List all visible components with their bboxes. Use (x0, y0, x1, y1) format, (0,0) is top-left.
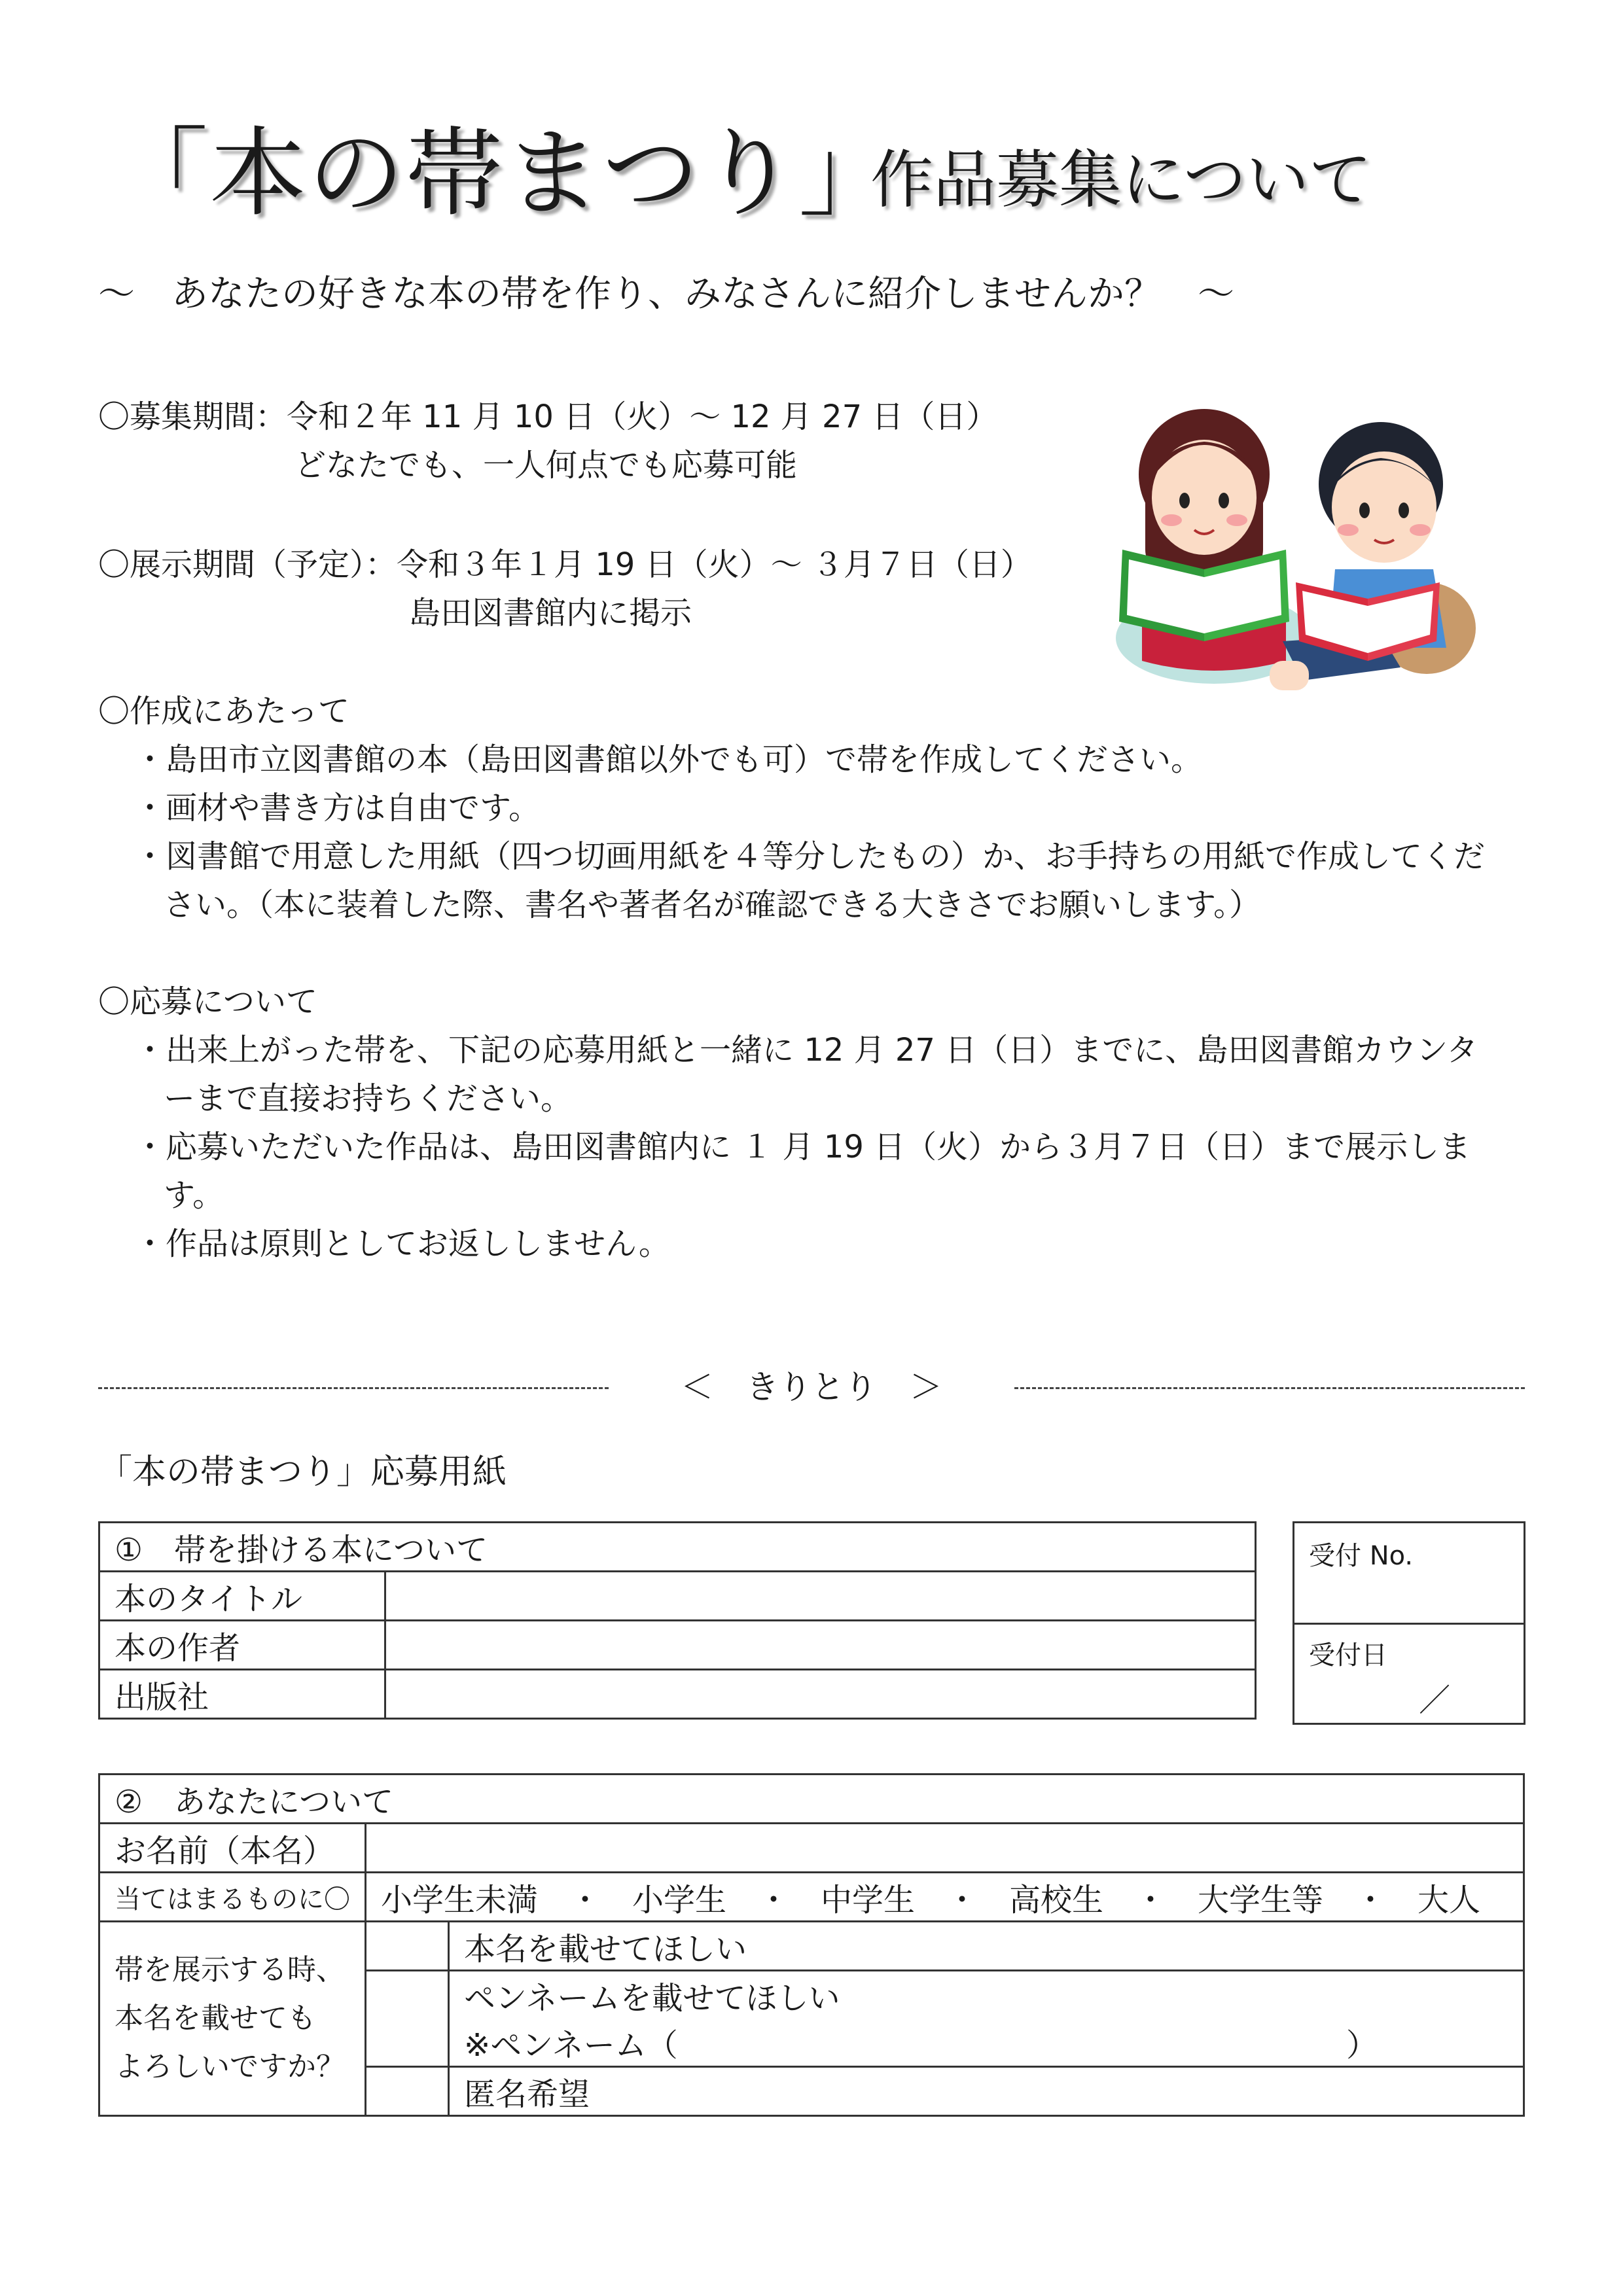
category-label: 当てはまるものに〇 (99, 1873, 366, 1922)
display-question-line: 帯を展示する時、 (115, 1953, 345, 1987)
pen-name-note: ※ペンネーム（ (464, 2026, 678, 2064)
pen-name-close: ） (1346, 2026, 1378, 2064)
publisher-field[interactable] (385, 1670, 1256, 1719)
recruit-period: 〇募集期間：令和２年 11 月 10 日（火）～ 12 月 27 日（日） (98, 398, 998, 435)
cut-line (98, 1361, 1525, 1413)
real-name-check[interactable] (366, 1922, 449, 1971)
creation-item: ・画材や書き方は自由です。 (134, 790, 541, 826)
creation-item: さい。（本に装着した際、書名や著者名が確認できる大きさでお願いします。） (164, 887, 1261, 923)
children-reading-books-icon (1106, 373, 1499, 713)
pen-name-check[interactable] (366, 1971, 449, 2067)
name-field[interactable] (366, 1824, 1524, 1873)
publisher-label: 出版社 (99, 1670, 385, 1719)
display-period: 〇展示期間（予定）：令和３年１月 19 日（火）～ ３月７日（日） (98, 546, 1032, 583)
name-label: お名前（本名） (99, 1824, 366, 1873)
book-author-label: 本の作者 (99, 1621, 385, 1670)
anonymous-option: 匿名希望 (449, 2067, 1524, 2116)
book-info-table (98, 1521, 1257, 1720)
recruit-note: どなたでも、一人何点でも応募可能 (294, 447, 798, 484)
book-section-heading: ① 帯を掛ける本について (99, 1523, 1256, 1572)
reception-date-label: 受付日 (1309, 1640, 1387, 1670)
application-item: ーまで直接お持ちください。 (164, 1080, 573, 1117)
page-subtitle: 作品募集について (870, 143, 1372, 217)
book-title-field[interactable] (385, 1572, 1256, 1621)
display-question-line: 本名を載せても (115, 2002, 316, 2035)
application-item: す。 (164, 1177, 224, 1214)
anonymous-check[interactable] (366, 2067, 449, 2116)
form-title: 「本の帯まつり」応募用紙 (98, 1453, 507, 1492)
application-item: ・作品は原則としてお返ししません。 (134, 1226, 670, 1262)
display-note: 島田図書館内に掲示 (409, 595, 692, 631)
creation-heading: 〇作成にあたって (98, 693, 350, 730)
pen-name-field[interactable] (449, 2019, 1524, 2067)
application-heading: 〇応募について (98, 983, 318, 1020)
pen-name-option: ペンネームを載せてほしい (449, 1971, 1524, 2019)
creation-item: ・島田市立図書館の本（島田図書館以外でも可）で帯を作成してください。 (134, 741, 1203, 778)
display-question-line: よろしいですか？ (115, 2050, 345, 2083)
applicant-info-table (98, 1773, 1525, 2117)
reception-number-label: 受付 No. (1309, 1541, 1414, 1571)
display-question (99, 1922, 366, 2116)
creation-item: ・図書館で用意した用紙（四つ切画用紙を４等分したもの）か、お手持ちの用紙で作成してくだ (134, 838, 1486, 875)
book-title-label: 本のタイトル (99, 1572, 385, 1621)
category-options[interactable]: 小学生未満 ・ 小学生 ・ 中学生 ・ 高校生 ・ 大学生等 ・ 大人 (366, 1873, 1524, 1922)
cut-line-label: ＜ きりとり ＞ (681, 1368, 942, 1406)
book-author-field[interactable] (385, 1621, 1256, 1670)
reception-date-slash: ／ (1419, 1682, 1451, 1719)
application-item: ・出来上がった帯を、下記の応募用紙と一緒に 12 月 27 日（日）までに、島田図書館カウンタ (134, 1032, 1478, 1069)
tagline: ～ あなたの好きな本の帯を作り、みなさんに紹介しませんか？ ～ (98, 273, 1234, 315)
application-item: ・応募いただいた作品は、島田図書館内に １ 月 19 日（火）から３月７日（日）まで展示しま (134, 1129, 1471, 1165)
page-title: 「本の帯まつり」 (111, 117, 897, 230)
reception-box (1293, 1521, 1525, 1725)
applicant-section-heading: ② あなたについて (99, 1775, 1524, 1824)
real-name-option: 本名を載せてほしい (449, 1922, 1524, 1971)
